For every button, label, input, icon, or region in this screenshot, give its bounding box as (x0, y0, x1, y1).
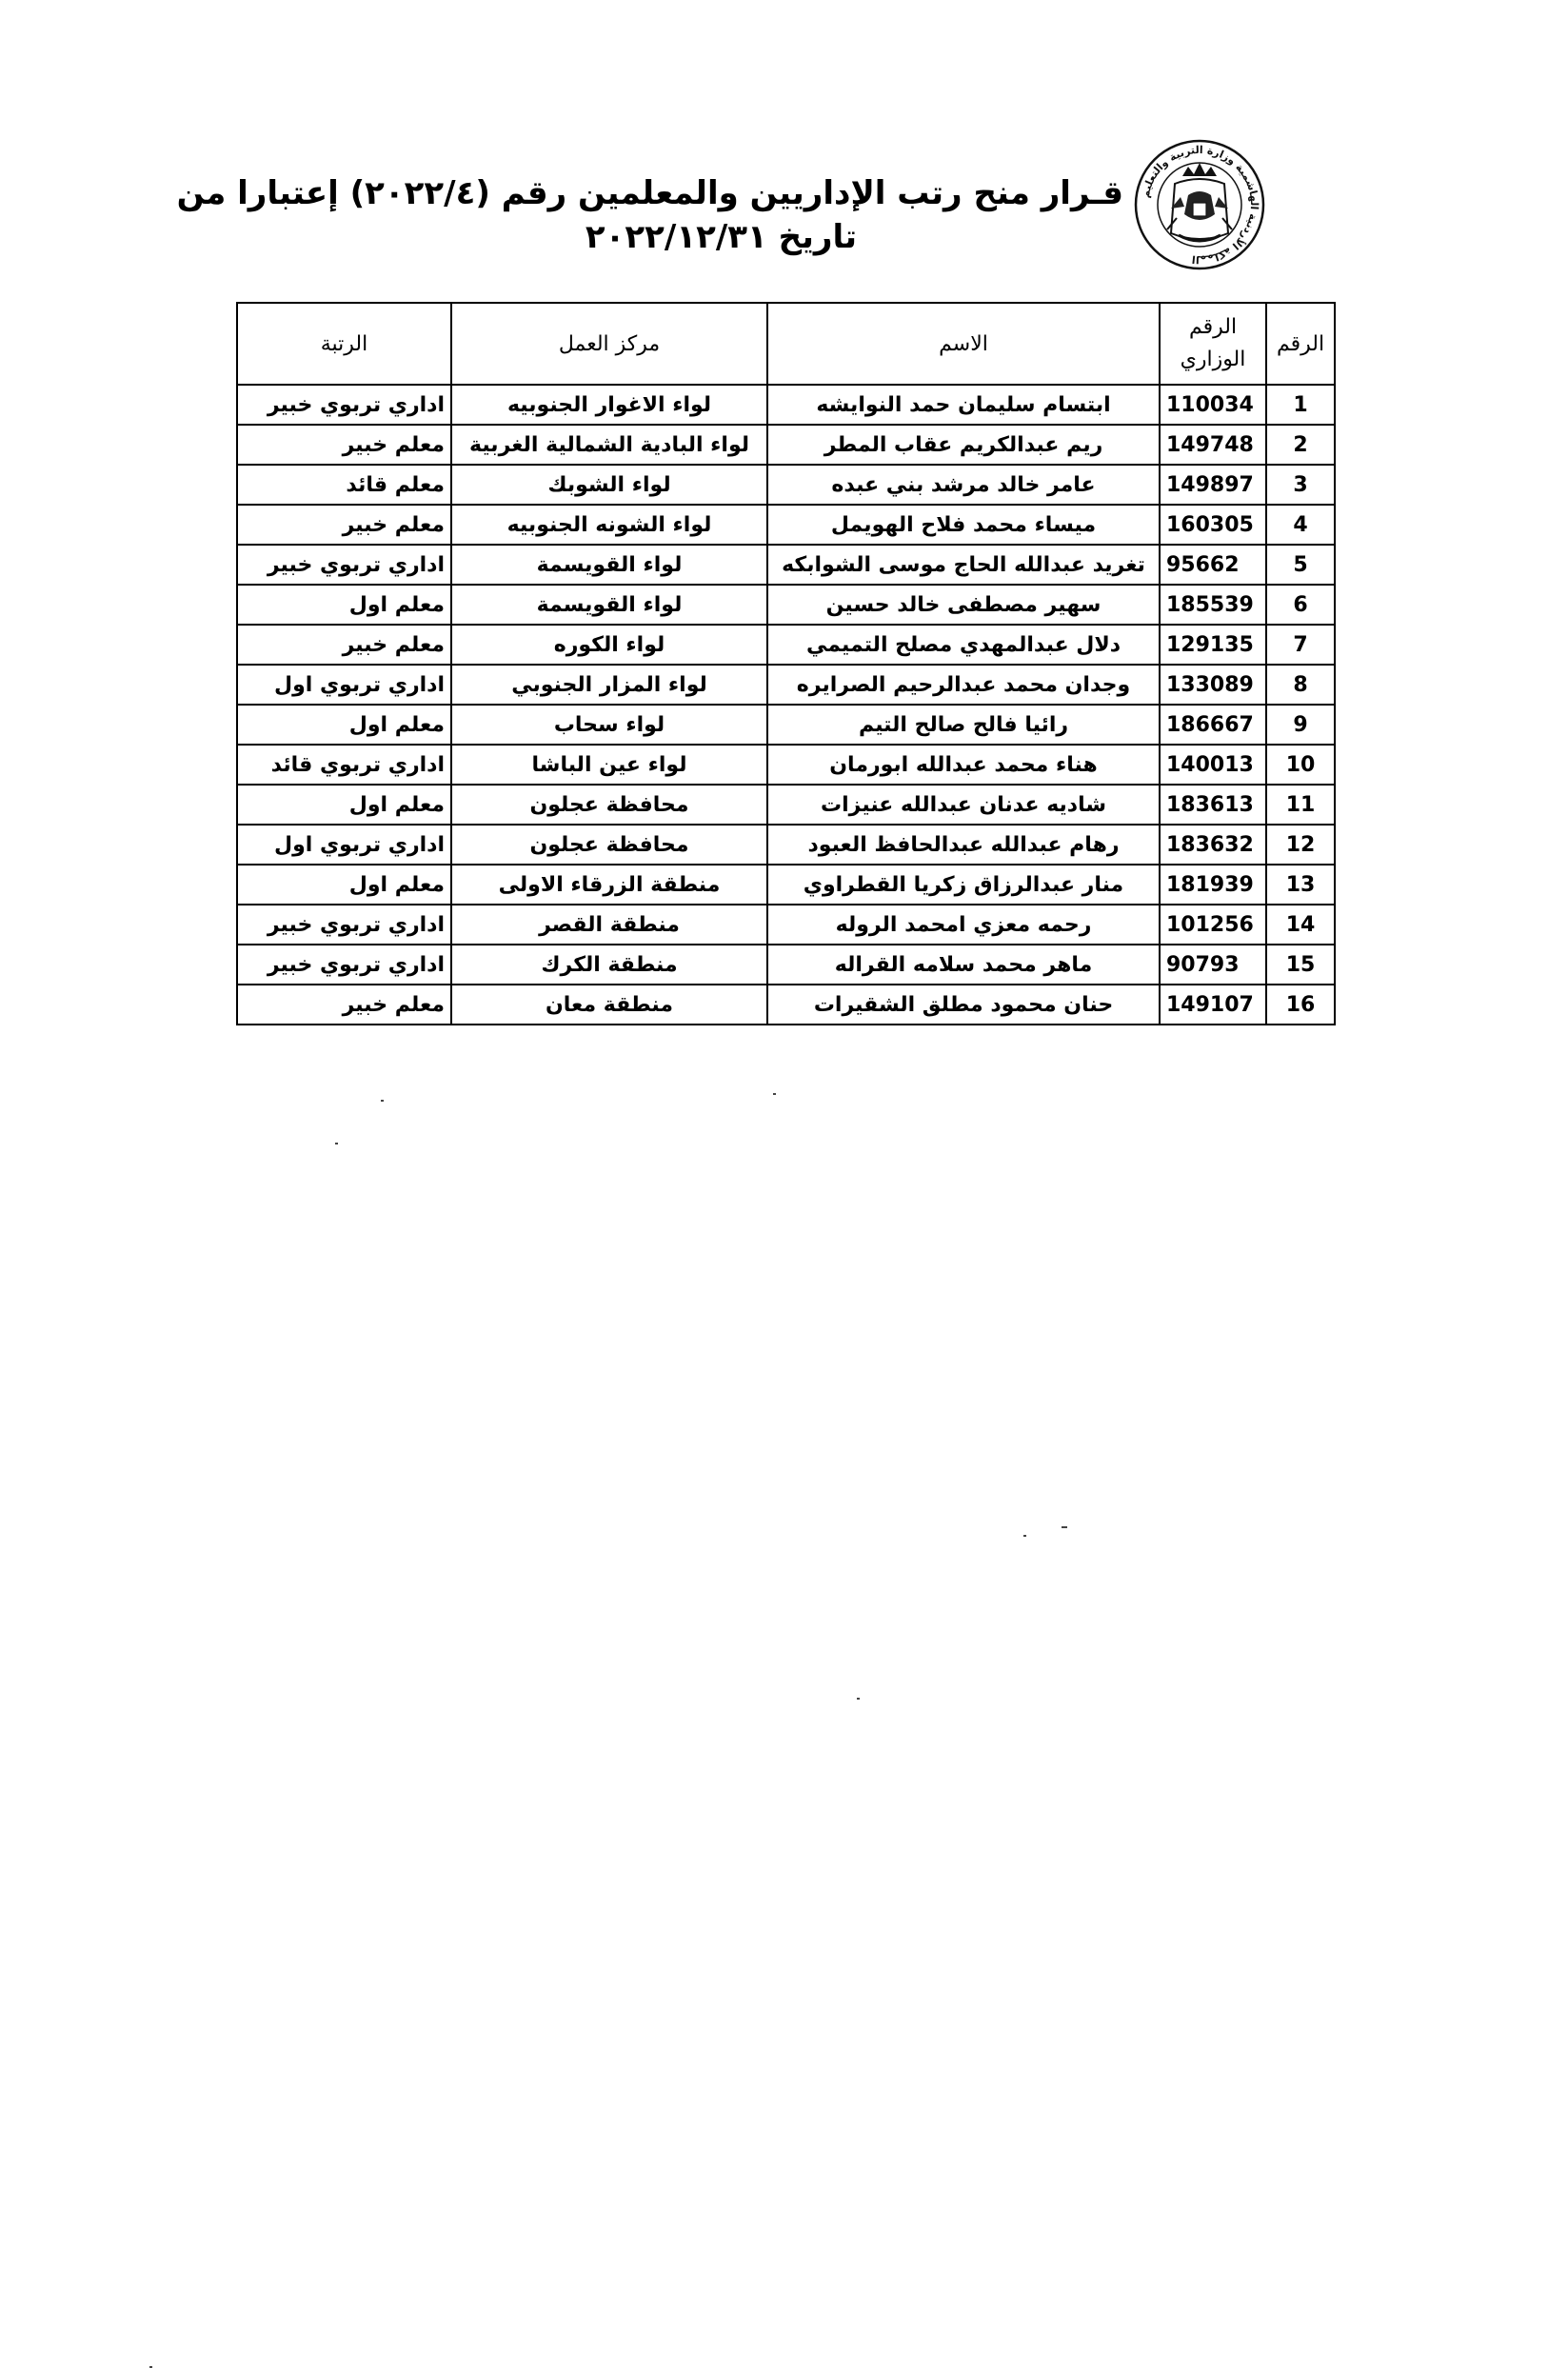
ministry-id-cell: 149107 (1160, 985, 1266, 1025)
employee-name-cell: ميساء محمد فلاح الهويمل (767, 505, 1160, 545)
employee-name-cell: تغريد عبدالله الحاج موسى الشوابكه (767, 545, 1160, 585)
work-center-cell: لواء البادية الشمالية الغربية (451, 425, 767, 465)
work-center-cell: منطقة الكرك (451, 945, 767, 985)
work-center-cell: منطقة القصر (451, 905, 767, 945)
rank-cell: اداري تربوي اول (237, 825, 451, 865)
rank-cell: اداري تربوي قائد (237, 745, 451, 785)
rank-cell: معلم خبير (237, 505, 451, 545)
row-number-cell: 4 (1266, 505, 1335, 545)
emblem-graphic (1133, 138, 1266, 271)
table-row (237, 945, 1335, 985)
row-number-cell: 13 (1266, 865, 1335, 905)
rank-cell: اداري تربوي خبير (237, 905, 451, 945)
ministry-id-cell: 186667 (1160, 705, 1266, 745)
table-body (237, 385, 1335, 1025)
rank-cell: معلم اول (237, 785, 451, 825)
row-number-cell: 16 (1266, 985, 1335, 1025)
work-center-cell: لواء الكوره (451, 625, 767, 665)
rank-cell: معلم اول (237, 705, 451, 745)
employee-name-cell: وجدان محمد عبدالرحيم الصرايره (767, 665, 1160, 705)
work-center-cell: لواء الاغوار الجنوبيه (451, 385, 767, 425)
scan-speck (1062, 1526, 1067, 1528)
scan-speck (335, 1143, 338, 1144)
ministry-id-cell: 110034 (1160, 385, 1266, 425)
ministry-id-cell: 160305 (1160, 505, 1266, 545)
row-number-cell: 5 (1266, 545, 1335, 585)
ministry-id-cell: 183632 (1160, 825, 1266, 865)
scan-speck (773, 1093, 776, 1095)
table-row (237, 425, 1335, 465)
table-header-row (237, 303, 1335, 385)
table-row (237, 665, 1335, 705)
table-row (237, 385, 1335, 425)
table-row (237, 545, 1335, 585)
ministry-id-cell: 101256 (1160, 905, 1266, 945)
title-line-2: تاريخ ٢٠٢٢/١٢/٣١ (585, 218, 857, 256)
work-center-cell: لواء القويسمة (451, 585, 767, 625)
ministry-id-cell: 181939 (1160, 865, 1266, 905)
rank-cell: اداري تربوي اول (237, 665, 451, 705)
table-row (237, 785, 1335, 825)
ministry-id-cell: 129135 (1160, 625, 1266, 665)
employee-name-cell: هناء محمد عبدالله ابورمان (767, 745, 1160, 785)
ministry-seal-icon (1133, 138, 1266, 271)
row-number-cell: 11 (1266, 785, 1335, 825)
rank-cell: معلم خبير (237, 625, 451, 665)
work-center-cell: لواء سحاب (451, 705, 767, 745)
employee-name-cell: ريم عبدالكريم عقاب المطر (767, 425, 1160, 465)
employee-name-cell: دلال عبدالمهدي مصلح التميمي (767, 625, 1160, 665)
seal-legend-text: المملكة الأردنية الهاشمية وزارة التربية والتعليم (1139, 143, 1261, 267)
work-center-cell: لواء المزار الجنوبي (451, 665, 767, 705)
ministry-id-cell: 140013 (1160, 745, 1266, 785)
column-header-rank: الرتبة (237, 303, 451, 385)
table-row (237, 745, 1335, 785)
work-center-cell: لواء الشوبك (451, 465, 767, 505)
employee-name-cell: ابتسام سليمان حمد النوايشه (767, 385, 1160, 425)
row-number-cell: 9 (1266, 705, 1335, 745)
row-number-cell: 14 (1266, 905, 1335, 945)
ministry-id-cell: 149748 (1160, 425, 1266, 465)
table-row (237, 825, 1335, 865)
ranks-table-container (236, 302, 1334, 1025)
work-center-cell: محافظة عجلون (451, 785, 767, 825)
column-header-no: الرقم (1266, 303, 1335, 385)
ministry-id-cell: 133089 (1160, 665, 1266, 705)
ranks-table (236, 302, 1336, 1025)
rank-cell: معلم قائد (237, 465, 451, 505)
row-number-cell: 12 (1266, 825, 1335, 865)
ministry-id-cell: 185539 (1160, 585, 1266, 625)
work-center-cell: محافظة عجلون (451, 825, 767, 865)
row-number-cell: 15 (1266, 945, 1335, 985)
employee-name-cell: حنان محمود مطلق الشقيرات (767, 985, 1160, 1025)
employee-name-cell: منار عبدالرزاق زكريا القطراوي (767, 865, 1160, 905)
ministry-id-cell: 90793 (1160, 945, 1266, 985)
employee-name-cell: رحمه معزي امحمد الروله (767, 905, 1160, 945)
employee-name-cell: ماهر محمد سلامه القراله (767, 945, 1160, 985)
employee-name-cell: سهير مصطفى خالد حسين (767, 585, 1160, 625)
employee-name-cell: رائيا فالح صالح التيم (767, 705, 1160, 745)
ministry-id-cell: 149897 (1160, 465, 1266, 505)
scan-speck (857, 1698, 860, 1700)
row-number-cell: 3 (1266, 465, 1335, 505)
row-number-cell: 7 (1266, 625, 1335, 665)
rank-cell: اداري تربوي خبير (237, 545, 451, 585)
rank-cell: معلم خبير (237, 425, 451, 465)
table-row (237, 985, 1335, 1025)
work-center-cell: منطقة معان (451, 985, 767, 1025)
work-center-cell: منطقة الزرقاء الاولى (451, 865, 767, 905)
row-number-cell: 2 (1266, 425, 1335, 465)
table-row (237, 585, 1335, 625)
table-row (237, 465, 1335, 505)
rank-cell: اداري تربوي خبير (237, 945, 451, 985)
work-center-cell: لواء عين الباشا (451, 745, 767, 785)
table-row (237, 905, 1335, 945)
row-number-cell: 10 (1266, 745, 1335, 785)
scan-speck (381, 1100, 384, 1102)
column-header-name: الاسم (767, 303, 1160, 385)
title-line-1: قـرار منح رتب الإداريين والمعلمين رقم (٢٠٢٢/٤) إعتبارا من (176, 174, 1123, 212)
ministry-id-cell: 183613 (1160, 785, 1266, 825)
employee-name-cell: شاديه عدنان عبدالله عنيزات (767, 785, 1160, 825)
table-row (237, 625, 1335, 665)
row-number-cell: 8 (1266, 665, 1335, 705)
table-row (237, 705, 1335, 745)
decision-title (176, 171, 1123, 259)
rank-cell: معلم اول (237, 585, 451, 625)
ministry-id-cell: 95662 (1160, 545, 1266, 585)
work-center-cell: لواء القويسمة (451, 545, 767, 585)
row-number-cell: 6 (1266, 585, 1335, 625)
employee-name-cell: رهام عبدالله عبدالحافظ العبود (767, 825, 1160, 865)
column-header-center: مركز العمل (451, 303, 767, 385)
column-header-id: الرقم الوزاري (1160, 303, 1266, 385)
row-number-cell: 1 (1266, 385, 1335, 425)
scan-speck (1023, 1535, 1026, 1537)
rank-cell: معلم خبير (237, 985, 451, 1025)
rank-cell: اداري تربوي خبير (237, 385, 451, 425)
work-center-cell: لواء الشونه الجنوبيه (451, 505, 767, 545)
table-row (237, 505, 1335, 545)
employee-name-cell: عامر خالد مرشد بني عبده (767, 465, 1160, 505)
rank-cell: معلم اول (237, 865, 451, 905)
table-row (237, 865, 1335, 905)
